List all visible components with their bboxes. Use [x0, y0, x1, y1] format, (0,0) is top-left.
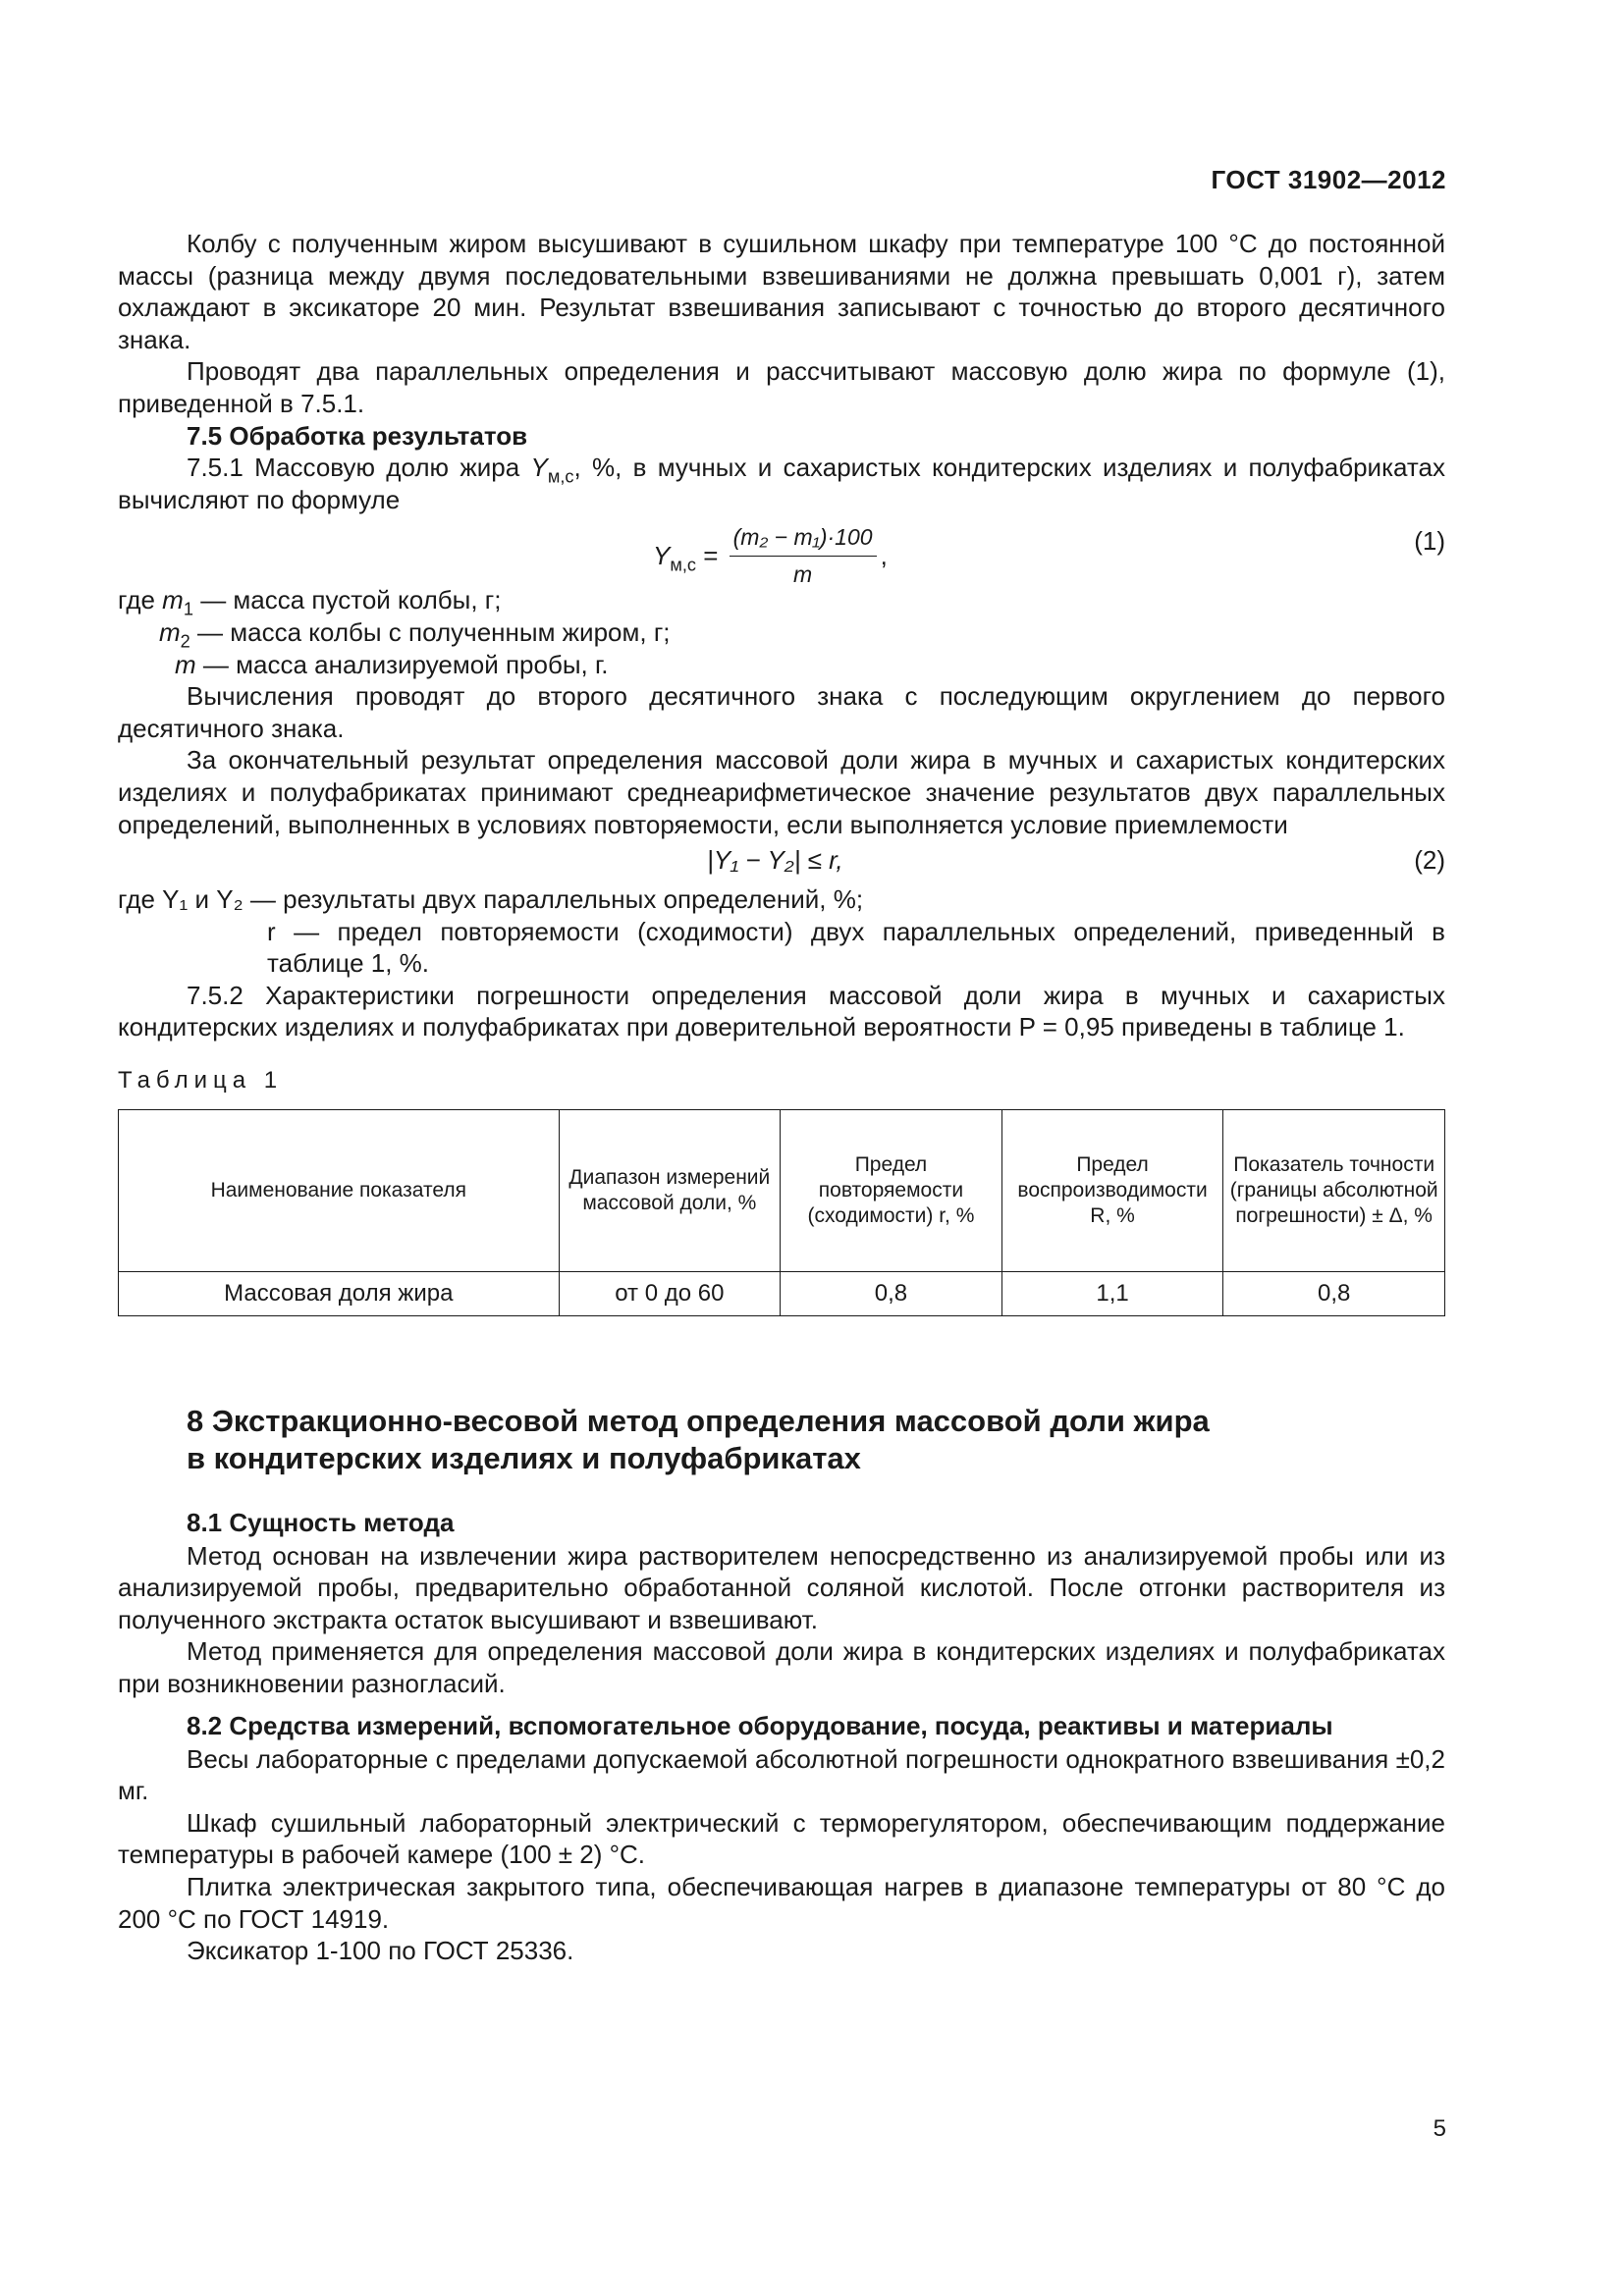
variable: Y	[530, 453, 548, 483]
formula-1	[118, 515, 1445, 587]
table-header-row	[119, 1109, 1445, 1271]
paragraph-7-5-2: 7.5.2 Характеристики погрешности определения массовой доли жира в мучных и сахаристых кондитерских изделиях и полуфабрикатах при доверительной вероятности P = 0,95 приведены в таблице 1.	[118, 980, 1445, 1042]
where-line: $m_2$ — масса колбы с полученным жиром, г;	[159, 616, 671, 652]
formula-lhs: $Y_{м,с}$	[653, 541, 696, 575]
table-header-cell: Показатель точности (границы абсолютной погрешности) ± Δ, %	[1223, 1109, 1445, 1271]
section-heading-8-1: 8.1 Сущность метода	[187, 1507, 455, 1537]
formula-eq: =	[696, 541, 726, 571]
table-caption: Таблица 1	[118, 1067, 284, 1095]
formula-body: |Y₁ − Y₂| ≤ r,	[707, 845, 843, 876]
paragraph: Вычисления проводят до второго десятичного знака с последующим округлением до первого десятичного знака.	[118, 681, 1445, 743]
table-header-cell: Наименование показателя	[119, 1109, 560, 1271]
section-heading-7-5: 7.5 Обработка результатов	[187, 420, 528, 451]
formula-number: (2)	[1414, 845, 1445, 876]
section-heading-8	[118, 1403, 1445, 1477]
where-line: m — масса анализируемой пробы, г.	[175, 649, 609, 679]
table-cell: 1,1	[1001, 1271, 1223, 1315]
page-number: 5	[1433, 2115, 1446, 2142]
table-cell: Массовая доля жира	[119, 1271, 560, 1315]
formula-fraction	[730, 521, 877, 590]
table-header-cell: Предел воспроизводимости R, %	[1001, 1109, 1223, 1271]
table-cell: 0,8	[781, 1271, 1002, 1315]
where-line: где $m_1$ — масса пустой колбы, г;	[118, 585, 502, 619]
text: 7.5.1 Массовую долю жира	[187, 453, 531, 483]
subscript: м,с	[547, 466, 574, 487]
paragraph: Колбу с полученным жиром высушивают в сушильном шкафу при температуре 100 °С до постоянной массы (разница между двумя последовательными взвешиваниями не должна превышать 0,001 г), затем охлаждают в эксикаторе 20 мин. Результат взвешивания записывают с точностью до второго десятичного знака.	[118, 229, 1445, 354]
paragraph: Шкаф сушильный лабораторный электрический с терморегулятором, обеспечивающим поддержание температуры в рабочей камере (100 ± 2) °С.	[118, 1807, 1445, 1870]
paragraph: Метод применяется для определения массовой доли жира в кондитерских изделиях и полуфабрикатах при возникновении разногласий.	[118, 1636, 1445, 1699]
paragraph-7-5-1	[118, 452, 1445, 515]
formula-tail: ,	[880, 541, 888, 571]
table-cell: от 0 до 60	[559, 1271, 781, 1315]
table-row	[119, 1271, 1445, 1315]
where-line: где Y₁ и Y₂ — результаты двух параллельных определений, %;	[118, 884, 864, 915]
heading-line: 8 Экстракционно-весовой метод определения массовой доли жира	[187, 1403, 1210, 1438]
document-header-id: ГОСТ 31902—2012	[1211, 165, 1446, 194]
heading-line: в кондитерских изделиях и полуфабрикатах	[187, 1440, 861, 1475]
section-heading-8-2: 8.2 Средства измерений, вспомогательное оборудование, посуда, реактивы и материалы	[187, 1710, 1333, 1740]
where-line: r — предел повторяемости (сходимости) двух параллельных определений, приведенный в таблице 1, %.	[267, 916, 1445, 979]
paragraph: За окончательный результат определения массовой доли жира в мучных и сахаристых кондитерских изделиях и полуфабрикатах принимают среднеарифметическое значение результатов двух параллельных определений, выполненных в условиях повторяемости, если выполняется условие приемлемости	[118, 745, 1445, 839]
fraction-numerator: (m₂ − m₁)·100	[730, 521, 877, 557]
paragraph: Плитка электрическая закрытого типа, обеспечивающая нагрев в диапазоне температуры от 80 °С до 200 °С по ГОСТ 14919.	[118, 1872, 1445, 1934]
text: , %, в мучных и сахаристых кондитерских изделиях и полуфабрикатах вычисляют по формуле	[118, 453, 1445, 514]
formula-number: (1)	[1414, 526, 1445, 557]
fraction-denominator: m	[793, 561, 813, 587]
table-header-cell: Диапазон измерений массовой доли, %	[559, 1109, 781, 1271]
paragraph: Проводят два параллельных определения и рассчитывают массовую долю жира по формуле (1), приведенной в 7.5.1.	[118, 356, 1445, 418]
formula-2	[118, 840, 1445, 883]
results-table	[118, 1109, 1445, 1316]
document-body	[118, 228, 1445, 1967]
paragraph: Метод основан на извлечении жира растворителем непосредственно из анализируемой пробы или из анализируемой пробы, предварительно обработанной соляной кислотой. После отгонки растворителя из полученного экстракта остаток высушивают и взвешивают.	[118, 1540, 1445, 1634]
table-header-cell: Предел повторяемости (сходимости) r, %	[781, 1109, 1002, 1271]
table-cell: 0,8	[1223, 1271, 1445, 1315]
paragraph: Весы лабораторные с пределами допускаемой абсолютной погрешности однократного взвешивания ±0,2 мг.	[118, 1743, 1445, 1806]
paragraph: Эксикатор 1-100 по ГОСТ 25336.	[187, 1936, 574, 1966]
